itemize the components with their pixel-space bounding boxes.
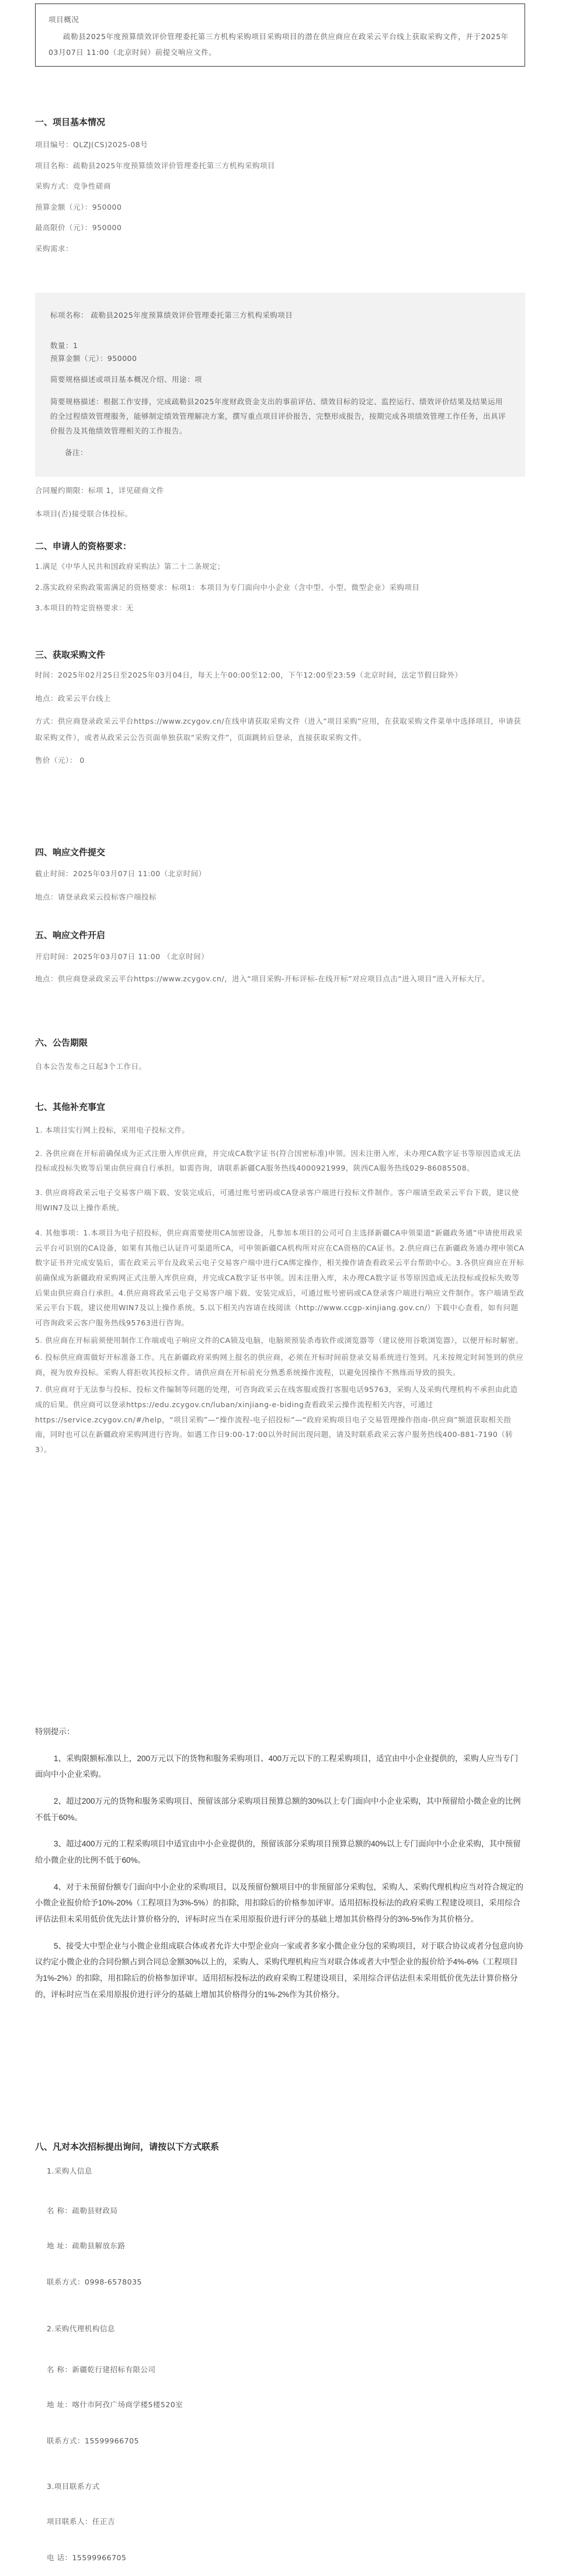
others-item: 4. 其他事项：1.本项目为电子招投标，供应商需要使用CA加密设备，凡参加本项目的公司可自主选择新疆CA申领渠道“新疆政务通”申请使用政采云平台可识别的CA设备，如果有其他已认证许可渠道所CA，可申领新疆CA机构所对应在CA资格的CA证书。2.供应商已在新疆政务通办理申领CA数字证书并完成安装后，需在政采云平台及政采云电子交易客户端中进行CA绑定操作，相关操作请查看政采云平台帮助中心。3.各供应商应在开标前确保成为新疆政府采购网正式注册入库供应商，并完成CA数字证书申领。因未注册入库，未办理CA数字证书等原因造成无法投标或投标失败等后果由供应商自行承担。4.供应商将政采云电子交易客户端下载、安装完成后，可通过账号密码或CA登录客户端进行响应文件制作。客户端请至政采云平台下载，建议使用WIN7及以上操作系统。5.以下相关内容请在线阅读（http://www.ccgp-xinjiang.gov.cn/）下载中心查看，如有问题可咨询政采云客户服务热线95763进行咨询。 (35, 1228, 525, 1327)
open-place: 地点：供应商登录政采云平台https://www.zcygov.cn/，进入“项目采购-开标评标-在线开标”对应项目点击“进入项目”进入开标大厅。 (35, 974, 490, 983)
notice-item: 1、采购限额标准以上，200万元以下的货物和服务采购项目、400万元以下的工程采购项目，适宜由中小企业提供的，采购人应当专门面向中小企业采购。 (35, 1754, 519, 1779)
obtain-place: 地点：政采云平台线上 (35, 693, 112, 703)
contract-period: 合同履约期限：标项 1，详见磋商文件 (35, 486, 164, 495)
obtain-method: 方式：供应商登录政采云平台https://www.zcygov.cn/在线申请获取采购文件（进入“项目采购”应用，在获取采购文件菜单中选择项目，申请获取采购文件），或者从政采云公告页面单独获取“采购文件”，页面跳转后登录，直接获取采购文件。 (35, 717, 522, 742)
notice-item: 2、超过200万元的货物和服务采购项目、预留该部分采购项目预算总额的30%以上专门面向中小企业采购，其中预留给小微企业的比例不低于60%。 (35, 1797, 521, 1822)
notice-item: 3、超过400万元的工程采购项目中适宜由中小企业提供的，预留该部分采购项目预算总额的40%以上专门面向中小企业采购，其中预留给小微企业的比例不低于60%。 (35, 1839, 521, 1865)
basic-info (35, 137, 525, 256)
project-contact-person: 项目联系人：任正吉 (47, 2517, 116, 2526)
section-basic-info-heading: 一、项目基本情况 (35, 117, 106, 127)
package-unit: 简要规格描述或项目基本概况介绍、用途：项 (50, 374, 203, 384)
others-list (35, 1123, 525, 1457)
section-submit-heading: 四、响应文件提交 (35, 847, 106, 857)
project-name: 项目名称：疏勒县2025年度预算绩效评价管理委托第三方机构采购项目 (35, 161, 275, 170)
contract-info (35, 482, 525, 522)
project-number: 项目编号：QLZJ(CS)2025-08号 (35, 140, 148, 149)
purchaser-address: 地 址：疏勒县解放东路 (47, 2241, 126, 2250)
package-info-panel (35, 293, 525, 477)
max-price: 最高限价（元）：950000 (35, 223, 122, 232)
procurement-method: 采购方式：竞争性磋商 (35, 182, 112, 190)
others-item: 7. 供应商对于无法参与投标、投标文件编制等问题的处理，可咨询政采云在线客服或拨打客服电话95763，采购人及采购代理机构不承担由此造成的后果。供应商可以登录https://edu.zcygov.cn/luban/xinjiang-e-biding查看政采云操作流程相关内容，可通过https://service.zcygov.cn/#/help，“项目采购”—“操作流程-电子招投标”—“政府采购项目电子交易管理操作指南-供应商”频道获取相关指南，同时也可以在新疆政府采购网进行咨询。如遇工作日9:00-17:00以外时间出现问题，请及时联系政采云客户服务热线400-881-7190（转3）。 (35, 1385, 518, 1454)
qualification-item: 3.本项目的特定资格要求：无 (35, 603, 134, 612)
announcement-page (0, 4, 566, 2576)
agency-title: 2.采购代理机构信息 (47, 2324, 115, 2333)
notice-item: 4、对于未预留份额专门面向中小企业的采购项目，以及预留份额项目中的非预留部分采购包，采购人、采购代理机构应当对符合规定的小微企业报价给予10%-20%（工程项目为3%-5%）的扣除，用扣除后的价格参加评审。适用招标投标法的政府采购工程建设项目，采用综合评估法但未采用低价优先法计算价格分的，评标时应当在采用原报价进行评分的基础上增加其价格得分的3%-5%作为其价格分。 (35, 1882, 524, 1924)
section-contact-heading: 八、凡对本次招标提出询问，请按以下方式联系 (35, 2141, 220, 2152)
special-notice-title: 特别提示： (35, 1727, 75, 1736)
package-name: 标项名称： 疏勒县2025年度预算绩效评价管理委托第三方机构采购项目 (50, 311, 293, 320)
section-others-heading: 七、其他补充事宜 (35, 1102, 106, 1112)
overview-title: 项目概况 (48, 15, 79, 24)
budget-amount: 预算金额（元）：950000 (35, 202, 122, 211)
section-obtain-docs-heading: 三、获取采购文件 (35, 650, 106, 660)
announcement-period: 自本公告发布之日起3个工作日。 (35, 1062, 147, 1071)
document-price: 售价（元）： 0 (35, 756, 85, 765)
others-item: 5. 供应商在开标前须使用制作工作端或电子响应文件的CA锁及电脑，电脑须预装杀毒软件或浏览器等（建议使用谷歌浏览器），以便开标时解密。 (35, 1335, 523, 1345)
special-notice (35, 1724, 525, 2002)
contact-info (35, 2165, 525, 2574)
purchaser-name: 名 称：疏勒县财政局 (47, 2206, 118, 2215)
overview-text: 疏勒县2025年度预算绩效评价管理委托第三方机构采购项目采购项目的潜在供应商应在政采云平台线上获取采购文件，并于2025年03月07日 11:00（北京时间）前提交响应文件。 (48, 32, 509, 57)
open-info (35, 949, 525, 987)
agency-address: 地 址：喀什市阿孜广场商学楼5楼520室 (47, 2400, 183, 2409)
qualification-item: 2.落实政府采购政策需满足的资格要求：标项1：本项目为专门面向中小企业（含中型、小型、微型企业）采购项目 (35, 582, 420, 592)
agency-phone: 联系方式：15599966705 (47, 2436, 139, 2445)
submit-place: 地点：请登录政采云投标客户端投标 (35, 892, 157, 901)
requirement-title: 采购需求： (35, 244, 74, 253)
submit-info (35, 866, 525, 905)
agency-name: 名 称：新疆乾行建招标有限公司 (47, 2365, 156, 2374)
purchaser-phone: 联系方式：0998-6578035 (47, 2278, 142, 2286)
section-qualification-heading: 二、申请人的资格要求： (35, 541, 132, 551)
qualification-item: 1.满足《中华人民共和国政府采购法》第二十二条规定； (35, 562, 225, 571)
submit-deadline: 截止时间：2025年03月07日 11:00（北京时间） (35, 869, 206, 878)
obtain-time: 时间：2025年02月25日至2025年03月04日，每天上午00:00至12:00，下午12:00至23:59（北京时间，法定节假日除外） (35, 671, 463, 679)
package-quantity: 数量：1 (50, 341, 78, 350)
others-item: 6. 投标供应商需做好开标准备工作。凡在新疆政府采购网上报名的供应商，必须在开标时间前登录交易系统进行签到。凡未按规定时间签到的供应商，视为放弃投标。采购人将拒收其投标文件。请供应商在开标前充分熟悉系统操作流程，以避免因操作不熟练而导致的损失。 (35, 1353, 524, 1377)
package-remark: 备注： (65, 447, 88, 457)
package-description: 简要规格描述：根据工作安排，完成疏勒县2025年度财政资金支出的事前评估、绩效目标的设定、监控运行、绩效评价结果及结果运用的全过程绩效管理服务，能够制定绩效管理解决方案，撰写重点项目评价报告，完整形成报告，按期完成各项绩效管理工作任务，出具评价报告及其他绩效管理相关的工作报告。 (50, 397, 506, 435)
purchaser-title: 1.采购人信息 (47, 2167, 92, 2175)
notice-item: 5、接受大中型企业与小微企业组成联合体或者允许大中型企业向一家或者多家小微企业分包的采购项目，对于联合协议或者分包意向协议约定小微企业的合同份额占到合同总金额30%以上的，采购人、采购代理机构应当对联合体或者大中型企业的报价给予4%-6%（工程项目为1%-2%）的扣除，用扣除后的价格参加评审。适用招标投标法的政府采购工程建设项目，采用综合评估法但未采用低价优先法计算价格分的，评标时应当在采用原报价进行评分的基础上增加其价格得分的1%-2%作为其价格分。 (35, 1941, 524, 1999)
period-info (35, 1058, 525, 1075)
package-budget: 预算金额（元）：950000 (50, 353, 137, 363)
section-open-heading: 五、响应文件开启 (35, 930, 106, 940)
others-item: 2. 各供应商在开标前确保成为正式注册入库供应商，并完成CA数字证书(符合国密标准)申领。因未注册入库，未办理CA数字证书等原因造成无法投标或投标失败等后果由供应商自行承担。如需咨询，请联系新疆CA服务热线4000921999，陕西CA服务热线029-86085508。 (35, 1148, 521, 1173)
obtain-docs-info (35, 667, 525, 769)
qualification-list (35, 558, 525, 616)
project-contact-title: 3.项目联系方式 (47, 2482, 100, 2491)
others-item: 3. 供应商将政采云电子交易客户端下载、安装完成后，可通过账号密码或CA登录客户端进行投标文件制作。客户端请至政采云平台下载，建议使用WIN7及以上操作系统。 (35, 1188, 519, 1212)
open-time: 开启时间：2025年03月07日 11:00 （北京时间） (35, 952, 209, 961)
joint-bid-note: 本项目(否)接受联合体投标。 (35, 509, 133, 518)
project-overview-box (35, 4, 525, 67)
section-period-heading: 六、公告期限 (35, 1037, 88, 1048)
project-contact-phone: 电 话：15599966705 (47, 2553, 127, 2562)
others-item: 1. 本项目实行网上投标，采用电子投标文件。 (35, 1126, 190, 1134)
